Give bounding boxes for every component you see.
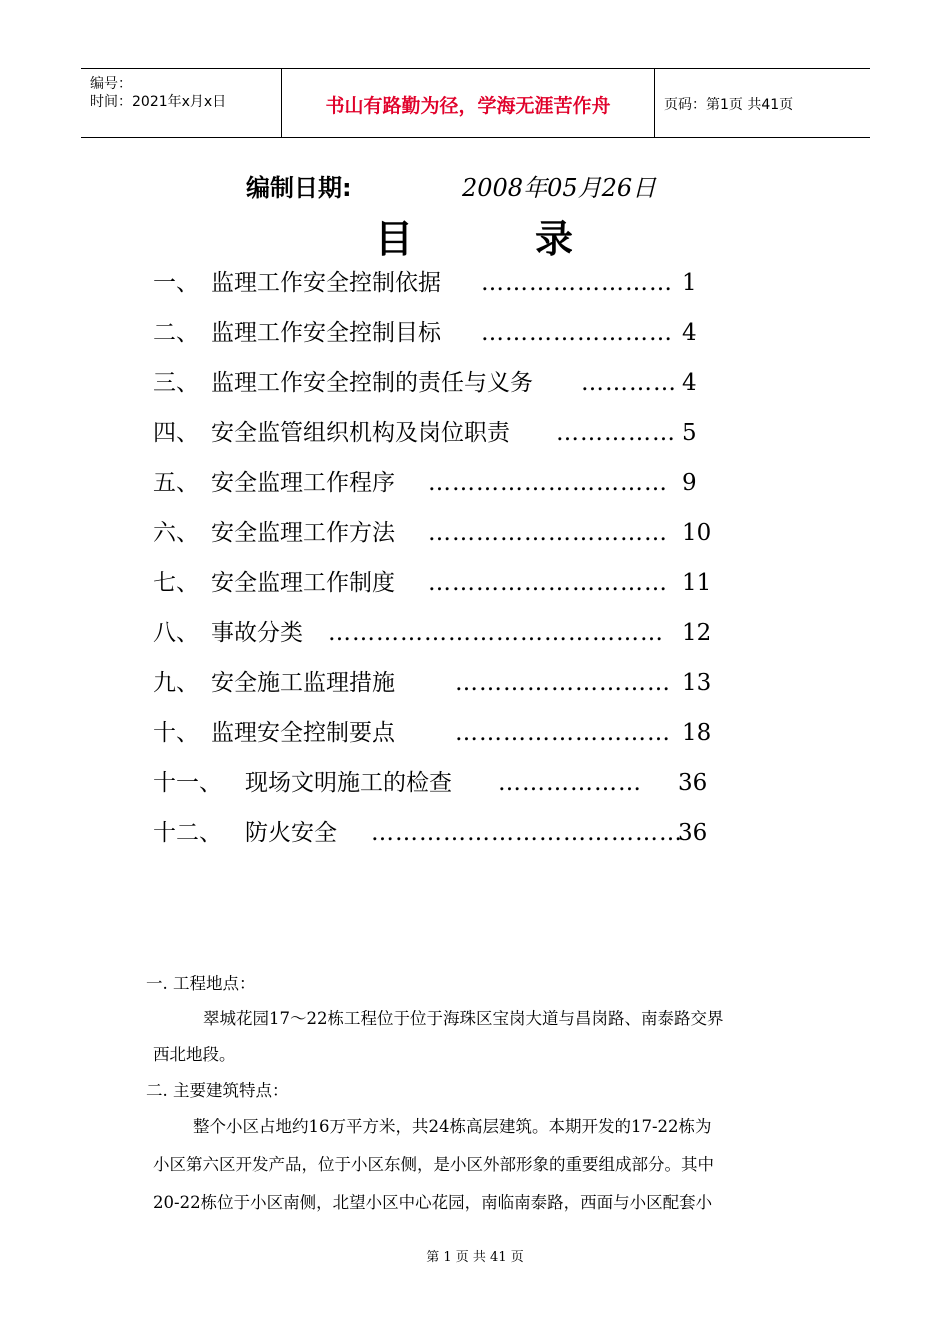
toc-entry-number: 八、: [153, 620, 199, 646]
toc-entry-page: 12: [682, 620, 712, 646]
page-footer: 第 1 页 共 41 页: [426, 1250, 524, 1265]
toc-entry-number: 一、: [153, 270, 199, 296]
toc-entry[interactable]: [153, 266, 713, 316]
toc-entry-leader: ……………………: [481, 270, 673, 296]
compile-date-value: 2008年05月26日: [462, 174, 657, 202]
toc-entry-leader: …………………………: [428, 470, 668, 496]
date-line: 时间：2021年x月x日: [90, 94, 227, 110]
toc-entry-title: 安全施工监理措施: [211, 670, 395, 696]
header-page-label: 页码：第1页 共41页: [664, 97, 794, 113]
toc-entry-title: 安全监理工作程序: [211, 470, 395, 496]
toc-entry-leader: …………: [581, 370, 677, 396]
toc-entry-page: 11: [682, 570, 712, 596]
toc-entry-title: 安全监理工作制度: [211, 570, 395, 596]
toc-entry-page: 4: [682, 370, 697, 396]
toc-entry-title: 事故分类: [211, 620, 303, 646]
toc-entry-title: 监理工作安全控制的责任与义务: [211, 370, 533, 396]
section-heading: 一. 工程地点：: [146, 974, 256, 993]
toc-entry[interactable]: [153, 566, 713, 616]
header-motto-cell: [281, 69, 655, 137]
toc-entry-number: 六、: [153, 520, 199, 546]
toc-entry[interactable]: [153, 766, 713, 816]
toc-entry-page: 9: [682, 470, 697, 496]
toc-entry-leader: ……………: [556, 420, 676, 446]
paragraph-line: 20-22栋位于小区南侧，北望小区中心花园，南临南泰路，西面与小区配套小: [153, 1193, 713, 1212]
toc-entry-number: 十、: [153, 720, 199, 746]
toc-entry-page: 1: [682, 270, 697, 296]
toc-entry-page: 18: [682, 720, 712, 746]
table-of-contents: [153, 266, 713, 866]
toc-entry[interactable]: [153, 416, 713, 466]
toc-entry-leader: ……………………………………: [328, 620, 664, 646]
section-heading: 二. 主要建筑特点：: [146, 1081, 289, 1100]
toc-entry[interactable]: [153, 816, 713, 866]
toc-entry-number: 五、: [153, 470, 199, 496]
toc-entry-title: 监理安全控制要点: [211, 720, 395, 746]
toc-entry[interactable]: [153, 316, 713, 366]
compile-date-label: 编制日期:: [246, 174, 352, 202]
toc-entry-leader: …………………………: [428, 570, 668, 596]
header-right-cell: [654, 69, 870, 137]
page-header: [81, 68, 870, 138]
toc-entry-number: 七、: [153, 570, 199, 596]
toc-entry-title: 安全监管组织机构及岗位职责: [211, 420, 510, 446]
header-left-cell: [81, 69, 281, 137]
toc-entry-page: 10: [682, 520, 712, 546]
toc-entry[interactable]: [153, 366, 713, 416]
toc-entry-number: 四、: [153, 420, 199, 446]
toc-entry-title: 监理工作安全控制依据: [211, 270, 441, 296]
toc-entry[interactable]: [153, 716, 713, 766]
toc-entry-page: 4: [682, 320, 697, 346]
toc-entry[interactable]: [153, 516, 713, 566]
paragraph-line: 翠城花园17～22栋工程位于位于海珠区宝岗大道与昌岗路、南泰路交界: [203, 1009, 724, 1028]
toc-entry-number: 十一、: [153, 770, 222, 796]
toc-entry-page: 36: [678, 820, 708, 846]
toc-entry-title: 现场文明施工的检查: [245, 770, 452, 796]
toc-entry-title: 防火安全: [245, 820, 337, 846]
toc-entry[interactable]: [153, 616, 713, 666]
toc-entry-number: 二、: [153, 320, 199, 346]
motto-text: 书山有路勤为径，学海无涯苦作舟: [325, 95, 611, 117]
toc-entry-number: 三、: [153, 370, 199, 396]
toc-title: [0, 208, 950, 263]
toc-entry-title: 安全监理工作方法: [211, 520, 395, 546]
toc-entry-leader: ………………: [498, 770, 642, 796]
toc-title-char: 录: [535, 217, 576, 261]
toc-entry-leader: ……………………: [481, 320, 673, 346]
toc-entry-leader: …………………………: [428, 520, 668, 546]
number-label: 编号：: [90, 76, 132, 92]
toc-entry-title: 监理工作安全控制目标: [211, 320, 441, 346]
toc-title-char: 目: [374, 217, 415, 261]
toc-entry-leader: …………………………………: [371, 820, 683, 846]
paragraph-line: 小区第六区开发产品，位于小区东侧，是小区外部形象的重要组成部分。其中: [153, 1155, 714, 1174]
toc-entry[interactable]: [153, 466, 713, 516]
paragraph-line: 整个小区占地约16万平方米，共24栋高层建筑。本期开发的17-22栋为: [193, 1117, 712, 1136]
toc-entry[interactable]: [153, 666, 713, 716]
toc-entry-page: 36: [678, 770, 708, 796]
toc-entry-leader: ………………………: [455, 670, 671, 696]
toc-entry-number: 十二、: [153, 820, 222, 846]
toc-entry-page: 13: [682, 670, 712, 696]
toc-entry-page: 5: [682, 420, 697, 446]
toc-entry-leader: ………………………: [455, 720, 671, 746]
toc-entry-number: 九、: [153, 670, 199, 696]
paragraph-line: 西北地段。: [153, 1045, 236, 1064]
